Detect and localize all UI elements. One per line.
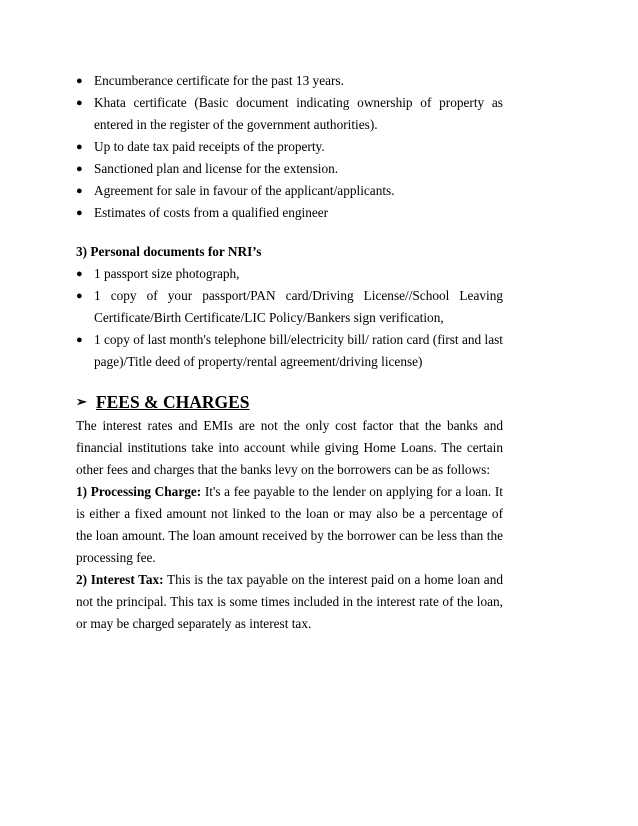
- bullet-icon: ●: [76, 75, 83, 87]
- bullet-icon: ●: [76, 207, 83, 219]
- fees-charges-title: FEES & CHARGES: [95, 392, 250, 412]
- bullet-icon: ●: [76, 97, 83, 109]
- bullet-icon: ●: [76, 268, 83, 280]
- bullet-icon: ●: [76, 141, 83, 153]
- bullet-icon: ●: [76, 185, 83, 197]
- list-item: ● 1 copy of last month's telephone bill/electricity bill/ ration card (first and last page)/Title deed of property/rental agreement/driving license): [76, 329, 503, 373]
- list-item: ● 1 passport size photograph,: [76, 263, 503, 285]
- nri-documents-heading: 3) Personal documents for NRI’s: [76, 244, 262, 259]
- list-item: ● Estimates of costs from a qualified engineer: [76, 202, 503, 224]
- intro-paragraph: The interest rates and EMIs are not the only cost factor that the banks and financial institutions take into account while giving Home Loans. The certain other fees and charges that the banks levy on the borrowers can be as follows:: [76, 418, 503, 477]
- property-documents-list: [76, 70, 503, 224]
- interest-tax-label: 2) Interest Tax:: [76, 572, 164, 587]
- list-item: ● Sanctioned plan and license for the extension.: [76, 158, 503, 180]
- interest-tax-text: This is the tax payable on the interest paid on a home loan and not the principal. This tax is some times included in the interest rate of the loan, or may be charged separately as interest tax.: [76, 572, 503, 631]
- list-item: ● Agreement for sale in favour of the applicant/applicants.: [76, 180, 503, 202]
- arrow-bullet-icon: ➢: [76, 394, 87, 409]
- interest-tax-paragraph: [76, 569, 503, 635]
- processing-charge-label: 1) Processing Charge:: [76, 484, 202, 499]
- bullet-icon: ●: [76, 334, 83, 346]
- bullet-icon: ●: [76, 163, 83, 175]
- list-item: ● Encumberance certificate for the past 13 years.: [76, 70, 503, 92]
- list-item: ● Up to date tax paid receipts of the property.: [76, 136, 503, 158]
- fees-charges-heading: [76, 389, 503, 415]
- bullet-icon: ●: [76, 290, 83, 302]
- list-item: ● 1 copy of your passport/PAN card/Driving License//School Leaving Certificate/Birth Certificate/LIC Policy/Bankers sign verification,: [76, 285, 503, 329]
- page-content: [76, 70, 503, 635]
- processing-charge-paragraph: [76, 481, 503, 569]
- nri-documents-list: [76, 263, 503, 373]
- processing-charge-text: It's a fee payable to the lender on applying for a loan. It is either a fixed amount not linked to the loan or may also be a percentage of the loan amount. The loan amount received by the borrower can be less than the processing fee.: [76, 484, 503, 565]
- list-item: ● Khata certificate (Basic document indicating ownership of property as entered in the register of the government authorities).: [76, 92, 503, 136]
